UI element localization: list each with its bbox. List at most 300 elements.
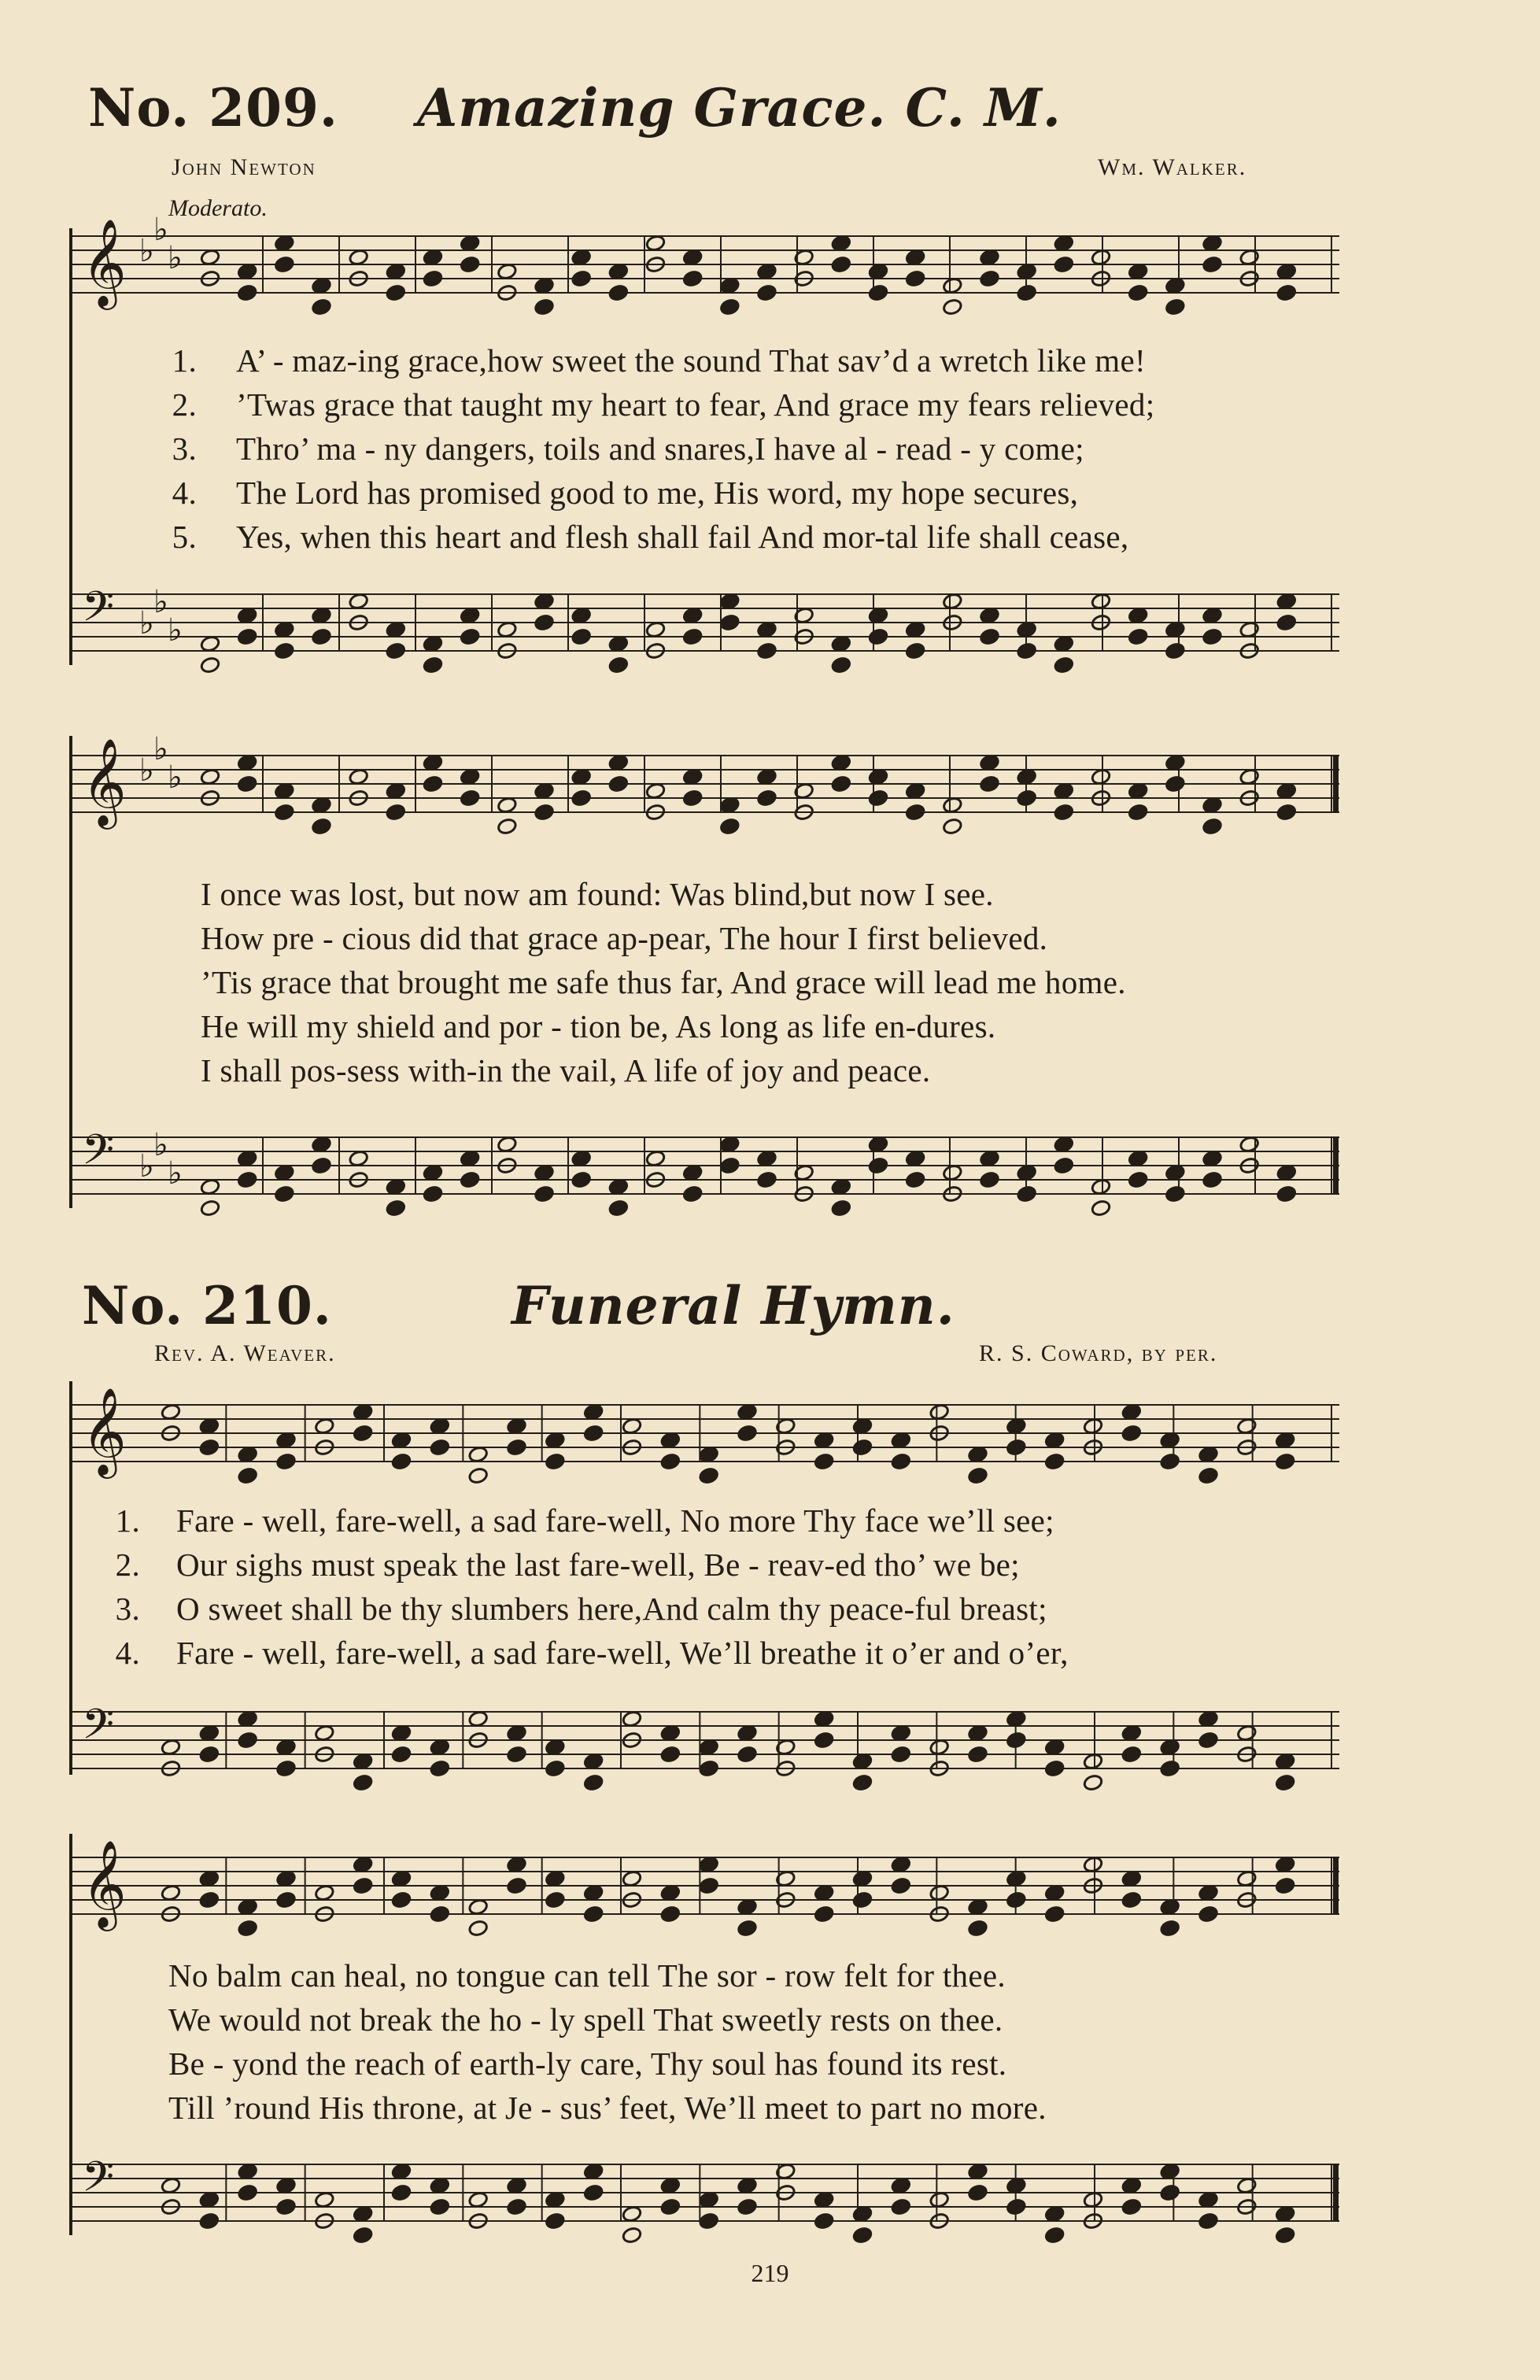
note-head [161,1403,181,1421]
note-head [1054,1136,1074,1154]
note-head [1165,1164,1185,1182]
note-head [423,775,443,793]
note-head [1165,1185,1185,1203]
note-head [1044,1739,1065,1757]
note-head [1276,284,1297,302]
note-head [423,635,443,653]
hymn-209-treble-staff-1 [72,212,1339,307]
note-head [979,1150,999,1168]
verse-number: 3. [172,431,197,467]
note-head [545,2191,565,2209]
verse-text: A’ - maz-ing grace,how sweet the sound That sav’d a wretch like me! [236,342,1146,379]
note-head [756,789,777,808]
note-head [1083,1856,1103,1874]
note-head [699,1877,719,1895]
note-head [814,1884,834,1902]
note-head [1275,1877,1295,1895]
note-head [423,249,443,267]
verse-number: 3. [115,1591,140,1627]
note-head [1054,782,1074,800]
verse-number: 5. [172,519,197,555]
note-head [699,2212,719,2230]
note-head [682,768,703,786]
flat-icon: ♭ [153,1127,168,1163]
note-head [274,1164,294,1182]
note-head [1202,1150,1222,1168]
note-head [1202,628,1222,646]
note-head [979,754,999,772]
note-head [719,1136,740,1154]
note-head [891,1856,911,1874]
note-head [1276,593,1297,611]
note-head [238,1920,258,1938]
note-head [905,642,925,660]
note-head [1044,1760,1065,1778]
note-head [274,1185,294,1203]
note-head [1165,277,1185,295]
note-head [237,607,257,625]
note-head [391,1432,412,1450]
note-head [423,270,443,288]
note-head [719,796,740,815]
note-head [1128,284,1148,302]
note-head [391,2184,412,2202]
note-head [942,1164,962,1182]
note-head [1275,1453,1295,1471]
note-head [1121,1891,1142,1909]
note-head [506,1417,526,1436]
note-head [645,621,666,639]
hymn-209-refrain-line-2: How pre - cious did that grace ap-pear, The hour I first believed. [201,920,1048,956]
note-head [545,2212,565,2230]
note-head [1121,2198,1142,2216]
hymn-209-bass-staff-2 [72,1126,1339,1208]
note-head [608,284,629,302]
flat-icon: ♭ [139,233,154,269]
note-head [1128,1150,1148,1168]
note-head [1239,768,1260,786]
note-head [391,1870,412,1888]
note-head [238,2184,258,2202]
note-head [534,277,554,295]
hymn-210-bass-staff-2 [72,2153,1339,2235]
note-head [353,1403,373,1421]
note-head [831,775,851,793]
note-head [814,2191,834,2209]
note-head [682,789,703,808]
note-head [506,1724,526,1743]
note-head [905,621,925,639]
note-head [737,2177,757,2195]
note-head [1128,628,1148,646]
note-head [238,1446,258,1464]
note-head [622,1870,642,1888]
note-head [275,1891,296,1909]
note-head [967,1724,988,1743]
note-head [311,818,331,836]
note-head [1165,775,1185,793]
note-head [868,607,888,625]
note-head [430,2177,450,2195]
note-head [1044,1453,1065,1471]
note-head [386,284,406,302]
note-head [719,614,740,632]
note-head [237,1150,257,1168]
note-head [460,789,480,808]
note-head [979,1171,999,1189]
note-head [682,1185,703,1203]
note-head [468,1710,489,1728]
note-head [1083,1753,1103,1771]
note-head [737,1724,757,1743]
hymn-209-refrain-line-3: ’Tis grace that brought me safe thus far, And grace will lead me home. [201,964,1126,1000]
note-head [545,1453,565,1471]
note-head [314,1724,334,1743]
note-head [979,607,999,625]
note-head [430,1739,450,1757]
bass-clef-icon: 𝄢 [82,2153,115,2212]
note-head [199,1746,220,1764]
note-head [1083,2191,1103,2209]
note-head [311,1157,331,1175]
note-head [967,2184,988,2202]
note-head [1121,2177,1142,2195]
note-head [852,1870,873,1888]
note-head [200,656,220,674]
note-head [1236,2177,1257,2195]
note-head [468,1898,489,1916]
note-head [237,628,257,646]
note-head [275,1453,296,1471]
note-head [1160,1760,1180,1778]
note-head [737,1403,757,1421]
hymn-210-bass-staff-1 [72,1701,1339,1783]
note-head [468,1467,489,1485]
note-head [1121,1746,1142,1764]
note-head [1006,2198,1026,2216]
note-head [314,1417,334,1436]
note-head [831,656,851,674]
note-head [571,607,592,625]
note-head [1017,1185,1037,1203]
note-head [622,2205,642,2223]
note-head [199,1724,220,1743]
hymn-210-treble-staff-2 [72,1839,1339,1928]
note-head [497,796,517,815]
note-head [534,1185,554,1203]
note-head [199,1870,220,1888]
note-head [349,1150,369,1168]
note-head [719,593,740,611]
note-head [852,2205,873,2223]
flat-icon: ♭ [168,1155,183,1192]
note-head [682,249,703,267]
note-head [506,1439,526,1457]
note-head [423,656,443,674]
note-head [1236,1870,1257,1888]
note-head [660,1884,681,1902]
note-head [200,1199,220,1218]
verse-text: Fare - well, fare-well, a sad fare-well, We’ll breathe it o’er and o’er, [176,1635,1069,1671]
note-head [386,1178,406,1196]
note-head [200,768,220,786]
note-head [622,2227,642,2245]
note-head [274,256,294,274]
note-head [274,782,294,800]
note-head [274,621,294,639]
hymn-209-treble-staff-2 [72,731,1339,826]
note-head [905,249,925,267]
note-head [497,1136,517,1154]
note-head [1017,621,1037,639]
note-head [506,2198,526,2216]
note-head [199,2191,220,2209]
note-head [1054,635,1074,653]
note-head [311,607,331,625]
note-head [1198,1446,1218,1464]
hymn-209-title: Amazing Grace. C. M. [417,77,1062,139]
note-head [391,2163,412,2181]
note-head [942,818,962,836]
note-head [571,1150,592,1168]
note-head [756,263,777,281]
note-head [583,1774,604,1792]
note-head [534,804,554,822]
note-head [1054,256,1074,274]
final-bar-line [1333,1137,1339,1194]
note-head [238,1710,258,1728]
note-head [430,1884,450,1902]
note-head [1160,2163,1180,2181]
note-head [719,1157,740,1175]
note-head [1275,2227,1295,2245]
note-head [353,2227,373,2245]
hymn-210-refrain-line-4: Till ’round His throne, at Je - sus’ feet, We’ll meet to part no more. [168,2090,1047,2126]
note-head [814,1432,834,1450]
note-head [314,2191,334,2209]
note-head [583,1884,604,1902]
note-head [1165,298,1185,316]
note-head [1121,1425,1142,1443]
note-head [660,1746,681,1764]
note-head [275,2177,296,2195]
note-head [645,1150,666,1168]
note-head [430,1417,450,1436]
note-head [719,298,740,316]
note-head [814,2212,834,2230]
note-head [891,1746,911,1764]
note-head [682,1164,703,1182]
note-head [905,1171,925,1189]
note-head [274,642,294,660]
note-head [274,804,294,822]
note-head [660,1905,681,1924]
note-head [831,1178,851,1196]
hymn-210-lyricist: Rev. A. Weaver. [154,1340,336,1366]
note-head [353,1877,373,1895]
note-head [967,1920,988,1938]
note-head [814,1731,834,1750]
hymn-209-tempo: Moderato. [168,195,268,221]
note-head [1128,263,1148,281]
note-head [545,1891,565,1909]
note-head [583,1753,604,1771]
note-head [238,1467,258,1485]
note-head [274,235,294,253]
note-head [622,1710,642,1728]
note-head [929,1884,950,1902]
note-head [386,642,406,660]
note-head [1198,1905,1218,1924]
note-head [1044,2205,1065,2223]
note-head [979,270,999,288]
final-bar-line [1333,2164,1339,2221]
note-head [1198,2212,1218,2230]
bass-clef-icon: 𝄢 [82,583,115,641]
note-head [852,1753,873,1771]
hymn-209-number: No. 209. [88,77,338,139]
note-head [1121,1724,1142,1743]
note-head [967,2163,988,2181]
note-head [161,1884,181,1902]
note-head [1160,1453,1180,1471]
note-head [1198,2191,1218,2209]
note-head [161,1739,181,1757]
note-head [737,1898,757,1916]
hymn-210-refrain-line-3: Be - yond the reach of earth-ly care, Thy soul has found its rest. [168,2046,1007,2082]
note-head [1017,789,1037,808]
note-head [1091,593,1111,611]
note-head [756,621,777,639]
note-head [891,2198,911,2216]
hymn-210-title: Funeral Hymn. [511,1275,955,1336]
note-head [391,1891,412,1909]
note-head [979,628,999,646]
note-head [386,621,406,639]
note-head [1275,1774,1295,1792]
final-bar-line [1333,756,1339,812]
note-head [1198,1467,1218,1485]
note-head [1202,607,1222,625]
note-head [460,235,480,253]
note-head [1160,1920,1180,1938]
note-head [1239,1136,1260,1154]
hymn-209-lyricist: John Newton [172,154,316,180]
note-head [1198,1710,1218,1728]
note-head [868,1157,888,1175]
note-head [430,1439,450,1457]
note-head [942,796,962,815]
note-head [831,635,851,653]
flat-icon: ♭ [153,731,168,767]
note-head [460,256,480,274]
hymn-209-refrain-line-4: He will my shield and por - tion be, As long as life en-dures. [201,1008,996,1044]
note-head [545,1760,565,1778]
note-head [353,1774,373,1792]
note-head [1128,804,1148,822]
note-head [1017,1164,1037,1182]
note-head [852,1891,873,1909]
note-head [1044,1432,1065,1450]
note-head [1128,782,1148,800]
note-head [237,263,257,281]
note-head [967,1446,988,1464]
note-head [831,754,851,772]
note-head [349,249,369,267]
note-head [1202,1171,1222,1189]
note-head [660,1432,681,1450]
note-head [756,642,777,660]
note-head [506,2177,526,2195]
note-head [831,235,851,253]
note-head [1275,1753,1295,1771]
note-head [1275,1432,1295,1450]
note-head [1202,256,1222,274]
note-head [468,1446,489,1464]
note-head [1083,1774,1103,1792]
note-head [756,768,777,786]
note-head [891,2177,911,2195]
verse-number: 1. [172,342,197,379]
note-head [660,2177,681,2195]
note-head [1091,1178,1111,1196]
note-head [699,1446,719,1464]
page-number: 219 [751,2259,789,2287]
verse-text: O sweet shall be thy slumbers here,And calm thy peace-ful breast; [176,1591,1047,1627]
note-head [497,818,517,836]
bass-clef-icon: 𝄢 [82,1126,115,1184]
verse-text: The Lord has promised good to me, His word, my hope secures, [236,475,1079,511]
note-head [1239,621,1260,639]
note-head [1198,1884,1218,1902]
hymn-209-bass-staff-1 [72,583,1339,665]
note-head [1091,1199,1111,1218]
note-head [1017,642,1037,660]
note-head [737,2198,757,2216]
note-head [608,1199,629,1218]
note-head [756,284,777,302]
note-head [852,1417,873,1436]
note-head [608,1178,629,1196]
note-head [699,1856,719,1874]
note-head [238,1898,258,1916]
verse-number: 2. [172,386,197,423]
note-head [891,1453,911,1471]
note-head [571,270,592,288]
note-head [645,235,666,253]
flat-icon: ♭ [153,212,168,248]
note-head [942,298,962,316]
note-head [1276,804,1297,822]
note-head [660,1724,681,1743]
note-head [814,1453,834,1471]
note-head [1083,1417,1103,1436]
treble-clef-icon: 𝄞 [82,737,127,826]
note-head [1165,754,1185,772]
verse-number: 4. [172,475,197,511]
flat-icon: ♭ [139,752,154,789]
hymn-209-composer: Wm. Walker. [1098,154,1247,180]
note-head [719,818,740,836]
note-head [1017,263,1037,281]
note-head [1006,1710,1026,1728]
note-head [571,789,592,808]
note-head [275,1870,296,1888]
note-head [699,1760,719,1778]
final-bar-line [1333,1857,1339,1914]
flat-icon: ♭ [153,584,168,620]
note-head [868,628,888,646]
